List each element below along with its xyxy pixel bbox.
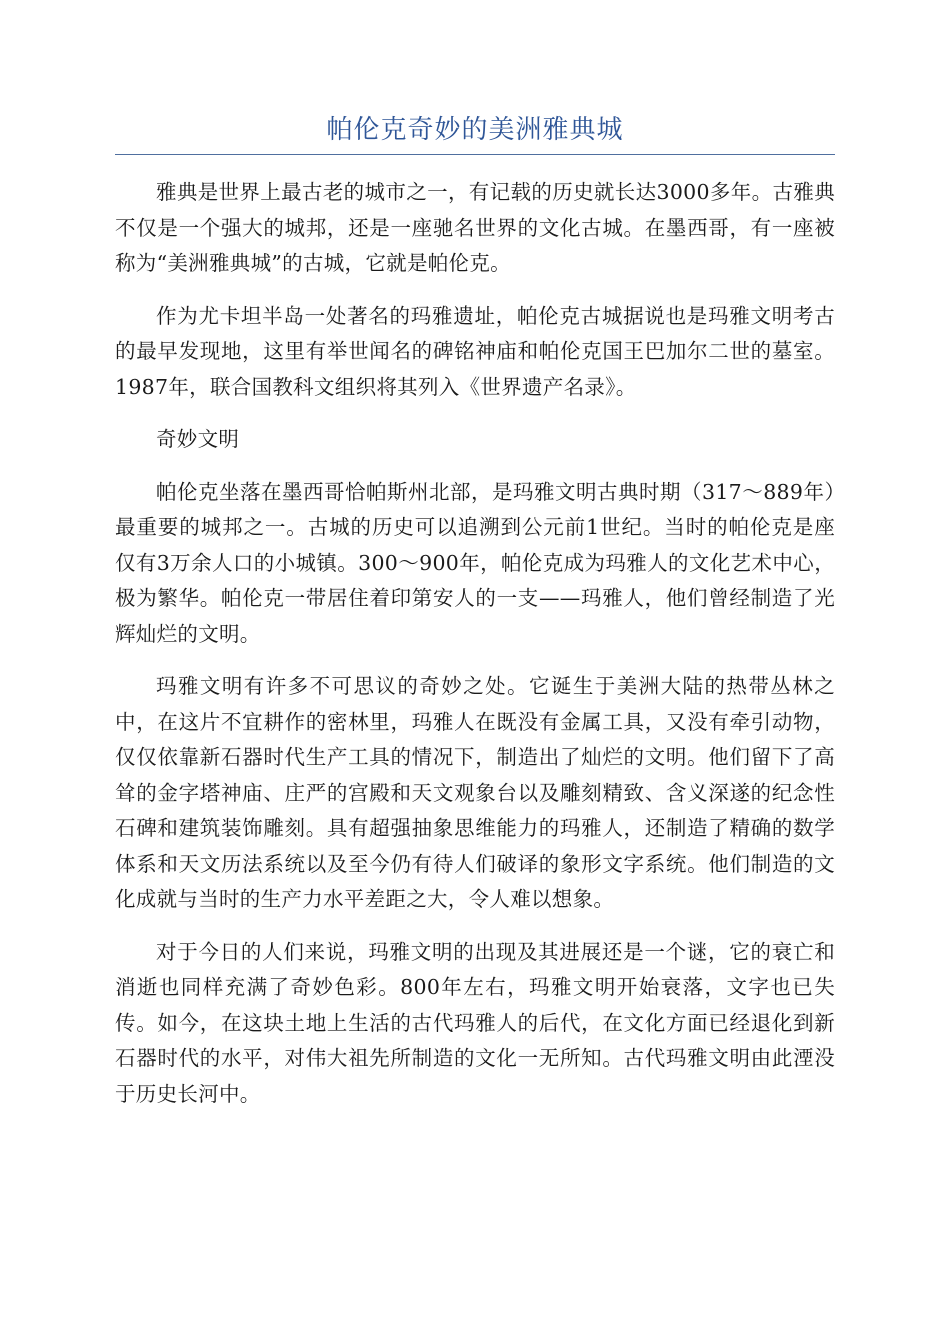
paragraph-decline: 对于今日的人们来说，玛雅文明的出现及其进展还是一个谜，它的衰亡和消逝也同样充满了奇妙色彩。800年左右，玛雅文明开始衰落，文字也已失传。如今，在这块土地上生活的古代玛雅人的后代，在文化方面已经退化到新石器时代的水平，对伟大祖先所制造的文化一无所知。古代玛雅文明由此湮没于历史长河中。 — [115, 939, 835, 1106]
document-title: 帕伦克奇妙的美洲雅典城 — [326, 115, 624, 145]
section-heading: 奇妙文明 — [156, 427, 240, 451]
document-page — [115, 0, 835, 1129]
document-body — [115, 175, 835, 1112]
title-block — [115, 112, 835, 155]
paragraph-mystery: 玛雅文明有许多不可思议的奇妙之处。它诞生于美洲大陆的热带丛林之中，在这片不宜耕作的密林里，玛雅人在既没有金属工具，又没有牵引动物，仅仅依靠新石器时代生产工具的情况下，制造出了灿烂的文明。他们留下了高耸的金字塔神庙、庄严的宫殿和天文观象台以及雕刻精致、含义深遂的纪念性石碑和建筑装饰雕刻。具有超强抽象思维能力的玛雅人，还制造了精确的数学体系和天文历法系统以及至今仍有待人们破译的象形文字系统。他们制造的文化成就与当时的生产力水平差距之大，令人难以想象。 — [115, 674, 835, 911]
paragraph-location: 帕伦克坐落在墨西哥恰帕斯州北部，是玛雅文明古典时期（317～889年）最重要的城邦之一。古城的历史可以追溯到公元前1世纪。当时的帕伦克是座仅有3万余人口的小城镇。300～900年，帕伦克成为玛雅人的文化艺术中心，极为繁华。帕伦克一带居住着印第安人的一支——玛雅人，他们曾经制造了光辉灿烂的文明。 — [115, 479, 835, 646]
paragraph-intro: 雅典是世界上最古老的城市之一，有记载的历史就长达3000多年。古雅典不仅是一个强大的城邦，还是一座驰名世界的文化古城。在墨西哥，有一座被称为“美洲雅典城”的古城，它就是帕伦克。 — [115, 180, 835, 275]
paragraph-heritage: 作为尤卡坦半岛一处著名的玛雅遗址，帕伦克古城据说也是玛雅文明考古的最早发现地，这里有举世闻名的碑铭神庙和帕伦克国王巴加尔二世的墓室。1987年，联合国教科文组织将其列入《世界遗产名录》。 — [115, 303, 835, 399]
